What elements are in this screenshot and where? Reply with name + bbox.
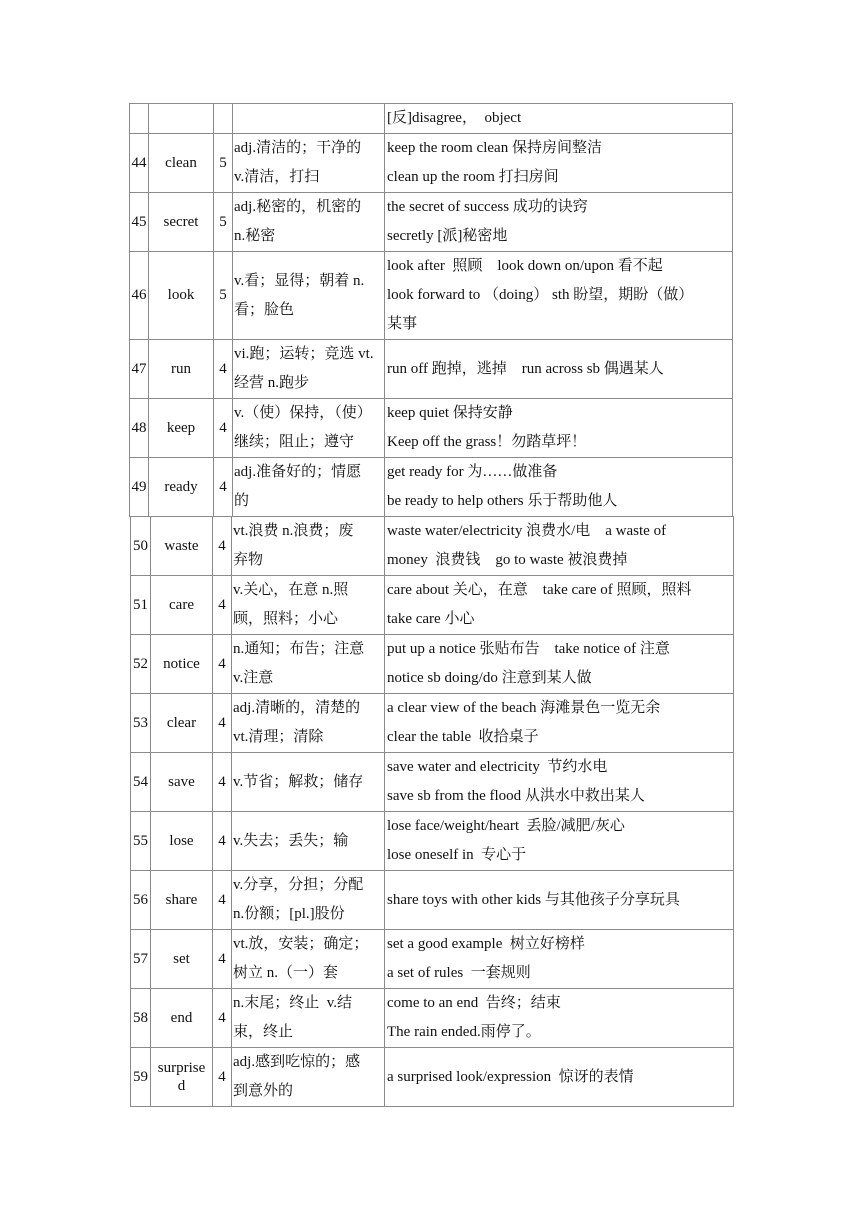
usage-line: set a good example 树立好榜样 xyxy=(387,936,585,952)
entry-number: 57 xyxy=(131,930,151,989)
frequency: 4 xyxy=(213,871,232,930)
entry-number: 51 xyxy=(131,576,151,635)
meaning-line: v.分享，分担；分配 xyxy=(233,877,364,893)
usage-line: look after 照顾 look down on/upon 看不起 xyxy=(387,258,663,274)
frequency: 4 xyxy=(214,458,233,517)
vocab-row xyxy=(131,694,734,753)
meaning-line: adj.清洁的；干净的 xyxy=(234,140,362,156)
headword: save xyxy=(151,753,213,812)
headword: waste xyxy=(151,517,213,576)
meaning-line: v.关心，在意 n.照 xyxy=(233,582,349,598)
usage-line: put up a notice 张贴布告 take notice of 注意 xyxy=(387,641,670,657)
usage-line: be ready to help others 乐于帮助他人 xyxy=(387,493,618,509)
usage-cell xyxy=(385,694,734,753)
usage-line: come to an end 告终；结束 xyxy=(387,995,561,1011)
vocab-row xyxy=(130,458,733,517)
meaning-line: v.节省；解救；储存 xyxy=(233,773,364,790)
vocab-row xyxy=(131,871,734,930)
meaning-line: n.秘密 xyxy=(234,228,276,244)
meaning-line: v.清洁，打扫 xyxy=(234,169,320,185)
entry-number: 54 xyxy=(131,753,151,812)
entry-number: 49 xyxy=(130,458,149,517)
meaning-cell xyxy=(233,340,385,399)
meaning-line: adj.感到吃惊的；感 xyxy=(233,1054,361,1070)
meaning-cell xyxy=(233,252,385,340)
entry-number: 44 xyxy=(130,134,149,193)
meaning-cell xyxy=(232,871,385,930)
frequency: 4 xyxy=(213,812,232,871)
headword: look xyxy=(149,252,214,340)
frequency: 4 xyxy=(213,753,232,812)
entry-number: 59 xyxy=(131,1048,151,1107)
meaning-line: 弃物 xyxy=(233,552,264,568)
meaning-line: adj.清晰的，清楚的 xyxy=(233,700,361,716)
usage-cell xyxy=(385,871,734,930)
frequency: 4 xyxy=(213,989,232,1048)
meaning-line: n.份额；[pl.]股份 xyxy=(233,906,345,922)
headword: run xyxy=(149,340,214,399)
usage-line: 某事 xyxy=(387,316,418,332)
meaning-line: v.（使）保持，（使） xyxy=(234,405,372,421)
headword xyxy=(149,104,214,134)
vocab-row xyxy=(131,989,734,1048)
meaning-cell xyxy=(233,134,385,193)
meaning-cell xyxy=(232,753,385,812)
usage-line: keep the room clean 保持房间整洁 xyxy=(387,140,602,156)
meaning-line: vt.清理；清除 xyxy=(233,729,324,745)
usage-line: take care 小心 xyxy=(387,611,475,627)
usage-line: get ready for 为……做准备 xyxy=(387,464,558,480)
headword: end xyxy=(151,989,213,1048)
meaning-line: v.看；显得；朝着 n. xyxy=(234,272,365,289)
meaning-cell xyxy=(233,104,385,134)
meaning-line: 继续；阻止；遵守 xyxy=(234,434,355,450)
usage-line: waste water/electricity 浪费水/电 a waste of xyxy=(387,523,667,539)
meaning-cell xyxy=(232,989,385,1048)
headword: lose xyxy=(151,812,213,871)
entry-number: 55 xyxy=(131,812,151,871)
meaning-line: adj.准备好的；情愿 xyxy=(234,464,362,480)
usage-line: look forward to （doing） sth 盼望，期盼（做） xyxy=(387,287,694,303)
headword: share xyxy=(151,871,213,930)
meaning-line: v.失去；丢失；输 xyxy=(233,832,349,849)
meaning-line: adj.秘密的，机密的 xyxy=(234,199,362,215)
entry-number: 48 xyxy=(130,399,149,458)
frequency: 4 xyxy=(213,635,232,694)
usage-line: share toys with other kids 与其他孩子分享玩具 xyxy=(387,891,680,908)
usage-cell xyxy=(385,1048,734,1107)
frequency: 5 xyxy=(214,134,233,193)
frequency: 4 xyxy=(213,576,232,635)
frequency: 4 xyxy=(214,399,233,458)
headword: notice xyxy=(151,635,213,694)
vocab-row xyxy=(130,134,733,193)
vocab-row xyxy=(131,812,734,871)
usage-cell xyxy=(385,753,734,812)
vocab-row xyxy=(130,340,733,399)
usage-cell xyxy=(385,134,733,193)
meaning-line: 经营 n.跑步 xyxy=(234,375,310,391)
meaning-line: 到意外的 xyxy=(233,1083,294,1099)
frequency: 4 xyxy=(213,1048,232,1107)
usage-line: the secret of success 成功的诀窍 xyxy=(387,199,588,215)
usage-cell xyxy=(385,517,734,576)
entry-number: 50 xyxy=(131,517,151,576)
usage-line: save water and electricity 节约水电 xyxy=(387,759,608,775)
usage-cell xyxy=(385,340,733,399)
headword: care xyxy=(151,576,213,635)
entry-number xyxy=(130,104,149,134)
entry-number: 45 xyxy=(130,193,149,252)
frequency: 4 xyxy=(213,517,232,576)
meaning-cell xyxy=(232,812,385,871)
usage-line: care about 关心，在意 take care of 照顾，照料 xyxy=(387,582,692,598)
meaning-line: n.末尾；终止 v.结 xyxy=(233,995,353,1011)
usage-cell xyxy=(385,930,734,989)
usage-cell xyxy=(385,458,733,517)
usage-cell xyxy=(385,104,733,134)
usage-line: [反]disagree， object xyxy=(387,110,522,126)
entry-number: 56 xyxy=(131,871,151,930)
meaning-cell xyxy=(232,576,385,635)
usage-line: run off 跑掉，逃掉 run across sb 偶遇某人 xyxy=(387,360,664,377)
meaning-line: vi.跑；运转；竞选 vt. xyxy=(234,346,374,362)
usage-cell xyxy=(385,193,733,252)
frequency xyxy=(214,104,233,134)
vocab-table-bottom xyxy=(130,516,734,1107)
headword: secret xyxy=(149,193,214,252)
meaning-line: 的 xyxy=(234,493,250,509)
usage-line: lose face/weight/heart 丢脸/减肥/灰心 xyxy=(387,818,625,834)
meaning-line: vt.浪费 n.浪费；废 xyxy=(233,523,354,539)
headword: set xyxy=(151,930,213,989)
meaning-cell xyxy=(233,399,385,458)
usage-line: The rain ended.雨停了。 xyxy=(387,1024,541,1040)
meaning-cell xyxy=(232,694,385,753)
usage-cell xyxy=(385,252,733,340)
usage-line: a surprised look/expression 惊讶的表情 xyxy=(387,1068,634,1085)
usage-line: save sb from the flood 从洪水中救出某人 xyxy=(387,788,645,804)
meaning-line: n.通知；布告；注意 xyxy=(233,641,365,657)
vocab-row xyxy=(130,399,733,458)
meaning-line: 看；脸色 xyxy=(234,301,295,318)
frequency: 4 xyxy=(213,930,232,989)
headword: clean xyxy=(149,134,214,193)
vocab-row xyxy=(131,753,734,812)
usage-line: Keep off the grass！勿踏草坪！ xyxy=(387,434,587,450)
meaning-cell xyxy=(233,193,385,252)
usage-line: a clear view of the beach 海滩景色一览无余 xyxy=(387,700,661,716)
meaning-cell xyxy=(232,1048,385,1107)
usage-line: notice sb doing/do 注意到某人做 xyxy=(387,670,592,686)
usage-cell xyxy=(385,576,734,635)
vocab-row xyxy=(130,104,733,134)
entry-number: 58 xyxy=(131,989,151,1048)
vocab-row xyxy=(131,930,734,989)
vocab-row xyxy=(131,517,734,576)
frequency: 5 xyxy=(214,252,233,340)
vocab-row xyxy=(130,193,733,252)
entry-number: 52 xyxy=(131,635,151,694)
headword: keep xyxy=(149,399,214,458)
entry-number: 47 xyxy=(130,340,149,399)
vocab-table-top xyxy=(129,103,733,517)
usage-line: a set of rules 一套规则 xyxy=(387,965,531,981)
usage-cell xyxy=(385,635,734,694)
usage-cell xyxy=(385,989,734,1048)
meaning-line: 树立 n.（一）套 xyxy=(233,965,339,981)
meaning-line: 顾，照料；小心 xyxy=(233,611,339,627)
frequency: 4 xyxy=(214,340,233,399)
usage-line: clean up the room 打扫房间 xyxy=(387,169,559,185)
usage-line: secretly [派]秘密地 xyxy=(387,228,508,244)
entry-number: 46 xyxy=(130,252,149,340)
headword: surprise d xyxy=(151,1048,213,1107)
meaning-cell xyxy=(233,458,385,517)
headword: clear xyxy=(151,694,213,753)
meaning-line: 束，终止 xyxy=(233,1024,294,1040)
vocab-row xyxy=(131,1048,734,1107)
entry-number: 53 xyxy=(131,694,151,753)
frequency: 4 xyxy=(213,694,232,753)
meaning-line: v.注意 xyxy=(233,670,274,686)
usage-line: clear the table 收拾桌子 xyxy=(387,729,539,745)
vocab-row xyxy=(130,252,733,340)
meaning-cell xyxy=(232,635,385,694)
meaning-cell xyxy=(232,517,385,576)
usage-cell xyxy=(385,812,734,871)
usage-line: money 浪费钱 go to waste 被浪费掉 xyxy=(387,552,628,568)
usage-line: keep quiet 保持安静 xyxy=(387,405,513,421)
usage-cell xyxy=(385,399,733,458)
headword: ready xyxy=(149,458,214,517)
meaning-line: vt.放，安装；确定； xyxy=(233,936,369,952)
usage-line: lose oneself in 专心于 xyxy=(387,847,527,863)
vocab-row xyxy=(131,635,734,694)
frequency: 5 xyxy=(214,193,233,252)
meaning-cell xyxy=(232,930,385,989)
vocab-row xyxy=(131,576,734,635)
